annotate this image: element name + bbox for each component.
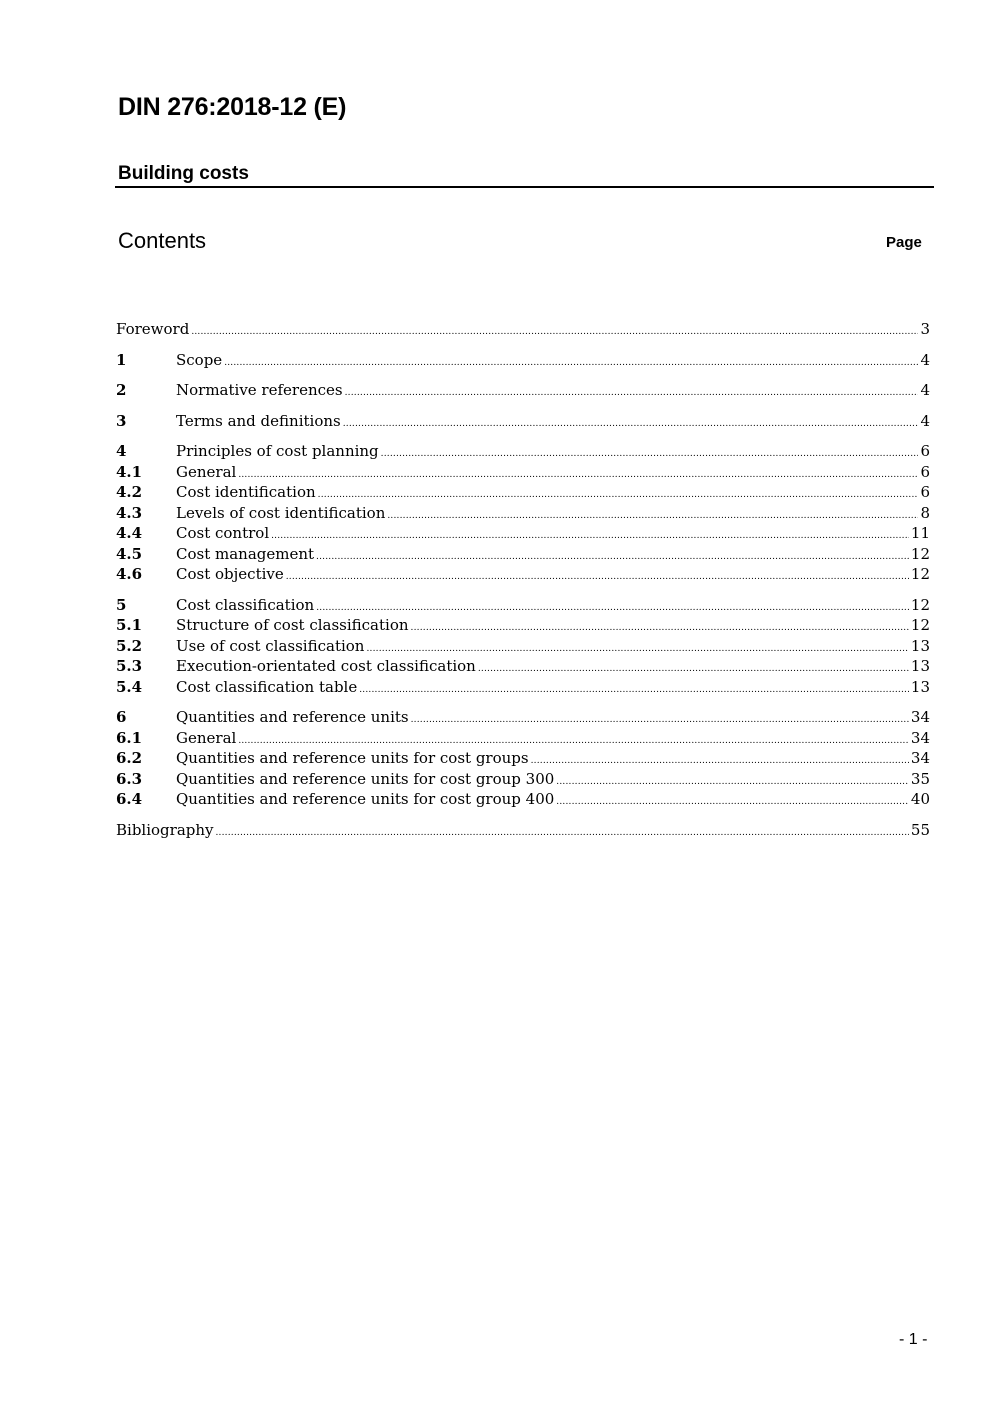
- toc-entry-number: 5.4: [116, 677, 143, 696]
- toc-entry-page: 12: [910, 616, 930, 634]
- toc-entry-page: 55: [910, 820, 930, 839]
- toc-entry[interactable]: [116, 482, 930, 503]
- toc-group: [116, 380, 930, 401]
- document-id: DIN 276:2018-12 (E): [118, 93, 347, 121]
- toc-entry-page: 13: [910, 657, 930, 675]
- toc-dot-leader: [286, 567, 909, 588]
- toc-group: [116, 441, 930, 585]
- page-column-label: Page: [886, 234, 922, 251]
- toc-entry-page: 6: [920, 442, 930, 460]
- toc-dot-leader: [271, 526, 909, 547]
- toc-entry[interactable]: [116, 636, 930, 657]
- toc-entry[interactable]: [116, 350, 930, 371]
- toc-entry[interactable]: [116, 820, 930, 841]
- toc-group: [116, 820, 930, 841]
- toc-entry-title: Quantities and reference units for cost group 400: [176, 790, 555, 808]
- toc-entry[interactable]: [116, 748, 930, 769]
- toc-entry-title: Cost identification: [176, 483, 316, 501]
- toc-dot-leader: [238, 465, 918, 486]
- toc-entry-number: 6.4: [116, 790, 143, 808]
- toc-entry-number: 5.3: [116, 657, 143, 675]
- toc-group: [116, 595, 930, 698]
- toc-dot-leader: [387, 506, 918, 527]
- toc-dot-leader: [216, 823, 909, 844]
- toc-entry[interactable]: [116, 769, 930, 790]
- toc-entry-title: Terms and definitions: [176, 411, 341, 430]
- toc-entry-title: Cost classification: [176, 595, 315, 614]
- toc-entry-title: Execution-orientated cost classification: [176, 657, 476, 675]
- document-subtitle: Building costs: [118, 163, 249, 184]
- toc-entry-page: 34: [910, 708, 930, 726]
- toc-entry-number: 4: [116, 442, 127, 460]
- toc-entry-number: 4.6: [116, 565, 143, 583]
- toc-dot-leader: [556, 772, 909, 793]
- toc-group: [116, 319, 930, 340]
- toc-entry[interactable]: [116, 441, 930, 462]
- toc-entry[interactable]: [116, 707, 930, 728]
- toc-entry-title: Quantities and reference units for cost group 300: [176, 769, 555, 788]
- toc-entry-page: 40: [910, 790, 930, 808]
- toc-entry[interactable]: [116, 319, 930, 340]
- toc-entry-title: Levels of cost identification: [176, 503, 386, 522]
- toc-entry-page: 11: [910, 524, 930, 542]
- toc-entry-page: 4: [920, 411, 930, 430]
- header-rule: [115, 186, 934, 188]
- toc-entry-page: 34: [910, 749, 930, 767]
- toc-entry-number: 5.2: [116, 636, 143, 655]
- toc-entry-title: Foreword: [116, 320, 190, 338]
- toc-entry-title: Scope: [176, 350, 223, 369]
- toc-entry-page: 35: [910, 769, 930, 788]
- toc-entry[interactable]: [116, 728, 930, 749]
- toc-dot-leader: [316, 547, 909, 568]
- toc-entry-title: Cost management: [176, 544, 315, 563]
- toc-entry-number: 4.5: [116, 544, 143, 563]
- toc-entry-number: 5: [116, 595, 127, 614]
- toc-entry-title: Structure of cost classification: [176, 616, 409, 634]
- toc-entry[interactable]: [116, 595, 930, 616]
- toc-dot-leader: [224, 353, 918, 374]
- toc-entry[interactable]: [116, 564, 930, 585]
- toc-entry-page: 6: [920, 483, 930, 501]
- toc-entry-title: Cost objective: [176, 565, 284, 583]
- toc-entry-page: 12: [910, 544, 930, 563]
- toc-entry[interactable]: [116, 380, 930, 401]
- toc-entry-title: Quantities and reference units: [176, 708, 409, 726]
- toc-entry-number: 6.3: [116, 769, 143, 788]
- toc-dot-leader: [318, 485, 919, 506]
- toc-dot-leader: [345, 383, 919, 404]
- toc-entry-title: General: [176, 462, 237, 481]
- toc-entry[interactable]: [116, 411, 930, 432]
- toc-entry-title: Cost control: [176, 524, 270, 542]
- toc-entry[interactable]: [116, 462, 930, 483]
- toc-entry[interactable]: [116, 523, 930, 544]
- toc-entry-page: 8: [920, 503, 930, 522]
- toc-entry-number: 1: [116, 350, 127, 369]
- toc-dot-leader: [478, 659, 909, 680]
- toc-dot-leader: [191, 322, 918, 343]
- toc-entry-number: 6: [116, 708, 127, 726]
- toc-dot-leader: [411, 710, 909, 731]
- toc-dot-leader: [381, 444, 919, 465]
- toc-entry-title: Quantities and reference units for cost groups: [176, 749, 529, 767]
- toc-entry[interactable]: [116, 503, 930, 524]
- toc-entry-page: 4: [920, 350, 930, 369]
- toc-entry-number: 5.1: [116, 616, 143, 634]
- toc-entry-page: 12: [910, 565, 930, 583]
- toc-entry[interactable]: [116, 615, 930, 636]
- footer-page-number: - 1 -: [899, 1331, 928, 1348]
- toc-entry[interactable]: [116, 677, 930, 698]
- toc-dot-leader: [411, 618, 909, 639]
- toc-group: [116, 411, 930, 432]
- toc-entry[interactable]: [116, 656, 930, 677]
- toc-entry-number: 6.2: [116, 749, 143, 767]
- toc-entry-number: 4.4: [116, 524, 143, 542]
- toc-dot-leader: [359, 680, 909, 701]
- toc-group: [116, 707, 930, 810]
- toc-entry[interactable]: [116, 544, 930, 565]
- toc-entry-title: Use of cost classification: [176, 636, 365, 655]
- table-of-contents: [116, 319, 930, 850]
- toc-dot-leader: [556, 792, 909, 813]
- toc-entry-page: 4: [920, 381, 930, 399]
- toc-dot-leader: [343, 414, 919, 435]
- toc-entry-title: General: [176, 728, 237, 747]
- toc-entry-page: 34: [910, 728, 930, 747]
- toc-entry-page: 12: [910, 595, 930, 614]
- toc-entry-number: 4.2: [116, 483, 143, 501]
- toc-entry-page: 13: [910, 636, 930, 655]
- toc-entry-title: Principles of cost planning: [176, 442, 379, 460]
- toc-entry-title: Normative references: [176, 381, 343, 399]
- contents-heading: Contents: [118, 228, 207, 253]
- toc-entry-number: 4.1: [116, 462, 143, 481]
- toc-entry-number: 3: [116, 411, 127, 430]
- toc-entry-page: 13: [910, 677, 930, 696]
- toc-entry-page: 3: [920, 320, 930, 338]
- toc-entry[interactable]: [116, 789, 930, 810]
- toc-entry-number: 2: [116, 381, 127, 399]
- toc-group: [116, 350, 930, 371]
- toc-entry-number: 6.1: [116, 728, 143, 747]
- toc-entry-number: 4.3: [116, 503, 143, 522]
- toc-entry-title: Bibliography: [116, 820, 214, 839]
- toc-entry-page: 6: [920, 462, 930, 481]
- toc-dot-leader: [531, 751, 909, 772]
- toc-entry-title: Cost classification table: [176, 677, 358, 696]
